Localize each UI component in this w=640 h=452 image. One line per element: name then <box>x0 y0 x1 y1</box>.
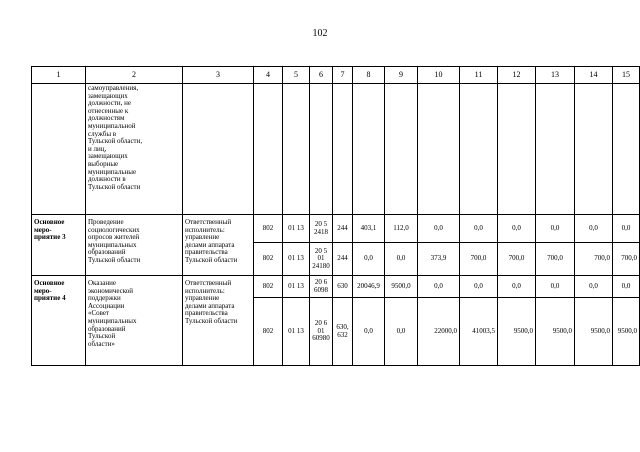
cell-c4: 802 <box>254 298 283 366</box>
cell-c14: 9500,0 <box>575 298 613 366</box>
header-cell: 12 <box>498 67 536 84</box>
measure-executor: Ответственный исполнитель: управление делами аппарата правительства Тульской области <box>183 276 254 366</box>
table-row <box>32 276 640 298</box>
cell-c11: 0,0 <box>460 276 498 298</box>
header-cell: 14 <box>575 67 613 84</box>
header-cell: 1 <box>32 67 86 84</box>
cell-c14: 0,0 <box>575 276 613 298</box>
budget-table <box>31 66 640 366</box>
cell-c7: 244 <box>333 243 353 276</box>
cell-c10: 373,9 <box>418 243 460 276</box>
header-cell: 11 <box>460 67 498 84</box>
measure-executor: Ответственный исполнитель: управление делами аппарата правительства Тульской области <box>183 215 254 276</box>
cell-c6: 20 5 01 24180 <box>310 243 333 276</box>
cell-c8: 20046,9 <box>353 276 385 298</box>
cell-c12: 0,0 <box>498 215 536 243</box>
cell-c6: 20 6 6098 <box>310 276 333 298</box>
cell-c11: 700,0 <box>460 243 498 276</box>
cell-c5: 01 13 <box>283 276 310 298</box>
header-cell: 5 <box>283 67 310 84</box>
header-cell: 8 <box>353 67 385 84</box>
cell-c7: 630, 632 <box>333 298 353 366</box>
cell-c11: 41003,5 <box>460 298 498 366</box>
cell-c5: 01 13 <box>283 215 310 243</box>
cell-c5: 01 13 <box>283 298 310 366</box>
measure-description: Проведение социологических опросов жителей муниципальных образований Тульской области <box>86 215 183 276</box>
cell-c15: 0,0 <box>613 215 640 243</box>
cell-c11: 0,0 <box>460 215 498 243</box>
cell-c15: 700,0 <box>613 243 640 276</box>
header-cell: 3 <box>183 67 254 84</box>
table-row <box>32 215 640 243</box>
cell-c14: 0,0 <box>575 215 613 243</box>
cell-c8: 403,1 <box>353 215 385 243</box>
header-cell: 6 <box>310 67 333 84</box>
header-cell: 15 <box>613 67 640 84</box>
cell-c15: 0,0 <box>613 276 640 298</box>
cell-c12: 9500,0 <box>498 298 536 366</box>
cell-c10: 0,0 <box>418 215 460 243</box>
cell-c4: 802 <box>254 243 283 276</box>
cell-c12: 700,0 <box>498 243 536 276</box>
measure-name: Основное меро- приятие 4 <box>32 276 86 366</box>
cell-c10: 22000,0 <box>418 298 460 366</box>
page-number: 102 <box>312 28 328 39</box>
cell-c4: 802 <box>254 276 283 298</box>
cell-c9: 0,0 <box>385 298 418 366</box>
cell-c7: 630 <box>333 276 353 298</box>
header-cell: 13 <box>536 67 575 84</box>
cell-c9: 9500,0 <box>385 276 418 298</box>
cell-c8: 0,0 <box>353 298 385 366</box>
cell-c10: 0,0 <box>418 276 460 298</box>
cell-c14: 700,0 <box>575 243 613 276</box>
header-cell: 7 <box>333 67 353 84</box>
header-row <box>32 67 640 84</box>
cell-c13: 700,0 <box>536 243 575 276</box>
cell-c6: 20 6 01 60980 <box>310 298 333 366</box>
cell-c5: 01 13 <box>283 243 310 276</box>
cell-c9: 0,0 <box>385 243 418 276</box>
header-cell: 9 <box>385 67 418 84</box>
cell-c13: 0,0 <box>536 215 575 243</box>
header-cell: 10 <box>418 67 460 84</box>
cell-c15: 9500,0 <box>613 298 640 366</box>
cell-c9: 112,0 <box>385 215 418 243</box>
continuation-text: самоуправления, замещающих должности, не отнесенные к должностям муниципальной службы в Тульской области, и лиц, замещающих выборные муниципальные должности в Тульской области <box>86 84 183 215</box>
header-cell: 2 <box>86 67 183 84</box>
cell-c4: 802 <box>254 215 283 243</box>
continuation-row <box>32 84 640 215</box>
header-cell: 4 <box>254 67 283 84</box>
cell-c8: 0,0 <box>353 243 385 276</box>
cell-c6: 20 5 2418 <box>310 215 333 243</box>
cell-c13: 0,0 <box>536 276 575 298</box>
measure-description: Оказание экономической поддержки Ассоциации «Совет муниципальных образований Тульской области» <box>86 276 183 366</box>
cell-c13: 9500,0 <box>536 298 575 366</box>
measure-name: Основное меро- приятие 3 <box>32 215 86 276</box>
cell-c12: 0,0 <box>498 276 536 298</box>
cell-c7: 244 <box>333 215 353 243</box>
